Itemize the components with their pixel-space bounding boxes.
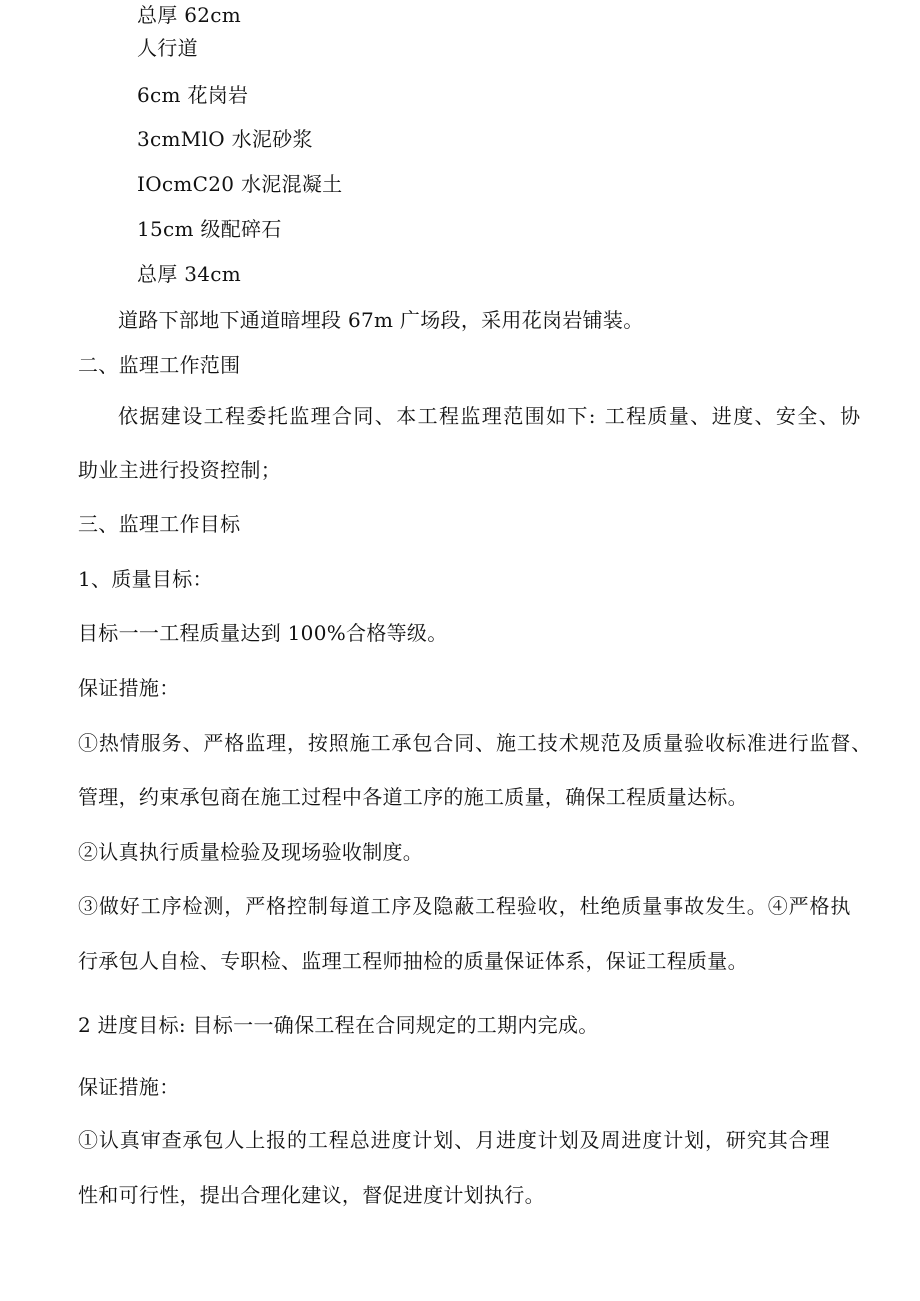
measure-item-line: 性和可行性，提出合理化建议，督促进度计划执行。 <box>78 1183 545 1207</box>
progress-objective-text: 2 进度目标: 目标一一确保工程在合同规定的工期内完成。 <box>78 1013 599 1037</box>
scope-paragraph-line: 助业主进行投资控制； <box>78 458 281 482</box>
scope-paragraph-line: 依据建设工程委托监理合同、本工程监理范围如下: 工程质量、进度、安全、协 <box>118 404 862 428</box>
measures-label: 保证措施： <box>78 1075 180 1099</box>
layer-item: 6cm 花岗岩 <box>137 83 249 107</box>
section-heading-scope: 二、监理工作范围 <box>78 353 241 377</box>
quality-objective-text: 目标一一工程质量达到 100%合格等级。 <box>78 621 448 645</box>
total-thickness-roadway: 总厚 62cm <box>137 3 242 27</box>
measure-item: ②认真执行质量检验及现场验收制度。 <box>78 840 424 864</box>
quality-objective-heading: 1、质量目标： <box>78 567 213 591</box>
measure-item-line: ①认真审查承包人上报的工程总进度计划、月进度计划及周进度计划，研究其合理 <box>78 1128 831 1152</box>
section-heading-objectives: 三、监理工作目标 <box>78 512 241 536</box>
layer-item: 3cmMlO 水泥砂浆 <box>137 127 313 151</box>
layer-item: IOcmC20 水泥混凝土 <box>137 172 343 196</box>
measures-label: 保证措施： <box>78 676 180 700</box>
measure-item-line: 管理，约束承包商在施工过程中各道工序的施工质量，确保工程质量达标。 <box>78 785 748 809</box>
layer-item: 15cm 级配碎石 <box>137 217 282 241</box>
measure-item-line: ①热情服务、严格监理，按照施工承包合同、施工技术规范及质量验收标准进行监督、 <box>78 731 873 755</box>
underpass-note: 道路下部地下通道暗埋段 67m 广场段，采用花岗岩铺装。 <box>118 308 644 332</box>
measure-item-line: ③做好工序检测，严格控制每道工序及隐蔽工程验收，杜绝质量事故发生。④严格执 <box>78 894 852 918</box>
measure-item-line: 行承包人自检、专职检、监理工程师抽检的质量保证体系，保证工程质量。 <box>78 949 748 973</box>
sidewalk-heading: 人行道 <box>137 36 198 60</box>
total-thickness-sidewalk: 总厚 34cm <box>137 262 242 286</box>
